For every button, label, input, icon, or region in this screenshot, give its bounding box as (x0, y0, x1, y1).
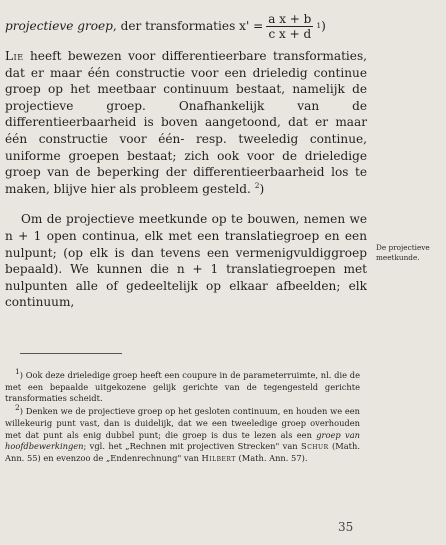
formula-line: projectieve groep , der transformaties x' = $\frac{\text{a x + b}}{\text{c x + d}}$ 1 ) (5, 11, 326, 41)
footnote-2-marker: 2 (15, 403, 20, 413)
formula-intro: , der transformaties x' = (112, 18, 264, 33)
paragraph-lie (5, 48, 367, 197)
projective-group-term: projectieve groep (5, 18, 113, 33)
footnote-2-text-b: ; vgl. het „Rechnen mit projectiven Strecken" van (83, 441, 302, 452)
footnote-2-text-c: (Math. Ann. 55) en evenzoo de „Endenrechnung" van (5, 441, 360, 463)
footnote-2-text-d: (Math. Ann. 57). (235, 452, 308, 463)
fraction-denominator: c x + d (268, 26, 312, 41)
transformation-fraction (266, 12, 313, 41)
footnote-divider (20, 353, 122, 354)
margin-note: De projectieve meetkunde. (376, 243, 430, 262)
paragraph-lie-text: heeft bewezen voor differentieerbare transformaties, dat er maar één constructie voor een drieledig continue groep op het meetbaar continuum bestaat, namelijk de projectieve groep. Onafhankelijk van de differentieerbaarheid is boven aangetoond, dat er maar één constructie voor één- resp. tweeledig continue, uniforme groepen bestaat; zich ook voor de drieledige groep van de beperking der differentieerbaarheid los te maken, blijve hier als probleem gesteld. (5, 49, 367, 196)
footnote-1 (5, 367, 360, 405)
footnote-2 (5, 403, 361, 465)
paragraph-projective-geometry (5, 211, 367, 311)
footnote-ref-2-paren: ) (259, 181, 265, 196)
footnote-ref-2: 2 (254, 180, 260, 190)
footnote-ref-1-paren: ) (321, 18, 326, 33)
author-hilbert: Hilbert (201, 452, 236, 463)
author-schur: Schur (301, 441, 329, 452)
footnote-1-text: ) Ook deze drieledige groep heeft een coupure in de parameterruimte, nl. die de met een bepaalde uitgekozene gelijk gerichte van de tegengesteld gerichte transformaties scheidt. (5, 370, 360, 404)
fraction-numerator: a x + b (268, 11, 312, 26)
author-lie: Lie (5, 49, 24, 63)
paragraph-projective-geometry-text: Om de projectieve meetkunde op te bouwen, nemen we n + 1 open continua, elk met een translatiegroep en een nulpunt; (op elk is dan tevens een vermenigvuldiggroep bepaald). We kunnen die n + 1 translatiegroepen met nulpunten alle of gedeeltelijk op elkaar afbeelden; elk continuum, (5, 212, 367, 310)
footnote-2-text-a: ) Denken we de projectieve groep op het gesloten continuum, en houden we een willekeurig punt vast, dan is duidelijk, dat we een tweeledige groep overhouden met dat punt als enig dubbel punt; die groep is dus te lezen als een (5, 406, 360, 440)
page-number: 35 (338, 520, 354, 534)
main-text (5, 4, 367, 311)
footnote-2-italic: groep van hoofdbewerkingen (5, 429, 361, 452)
footnotes (5, 367, 361, 466)
footnote-1-marker: 1 (15, 367, 20, 377)
